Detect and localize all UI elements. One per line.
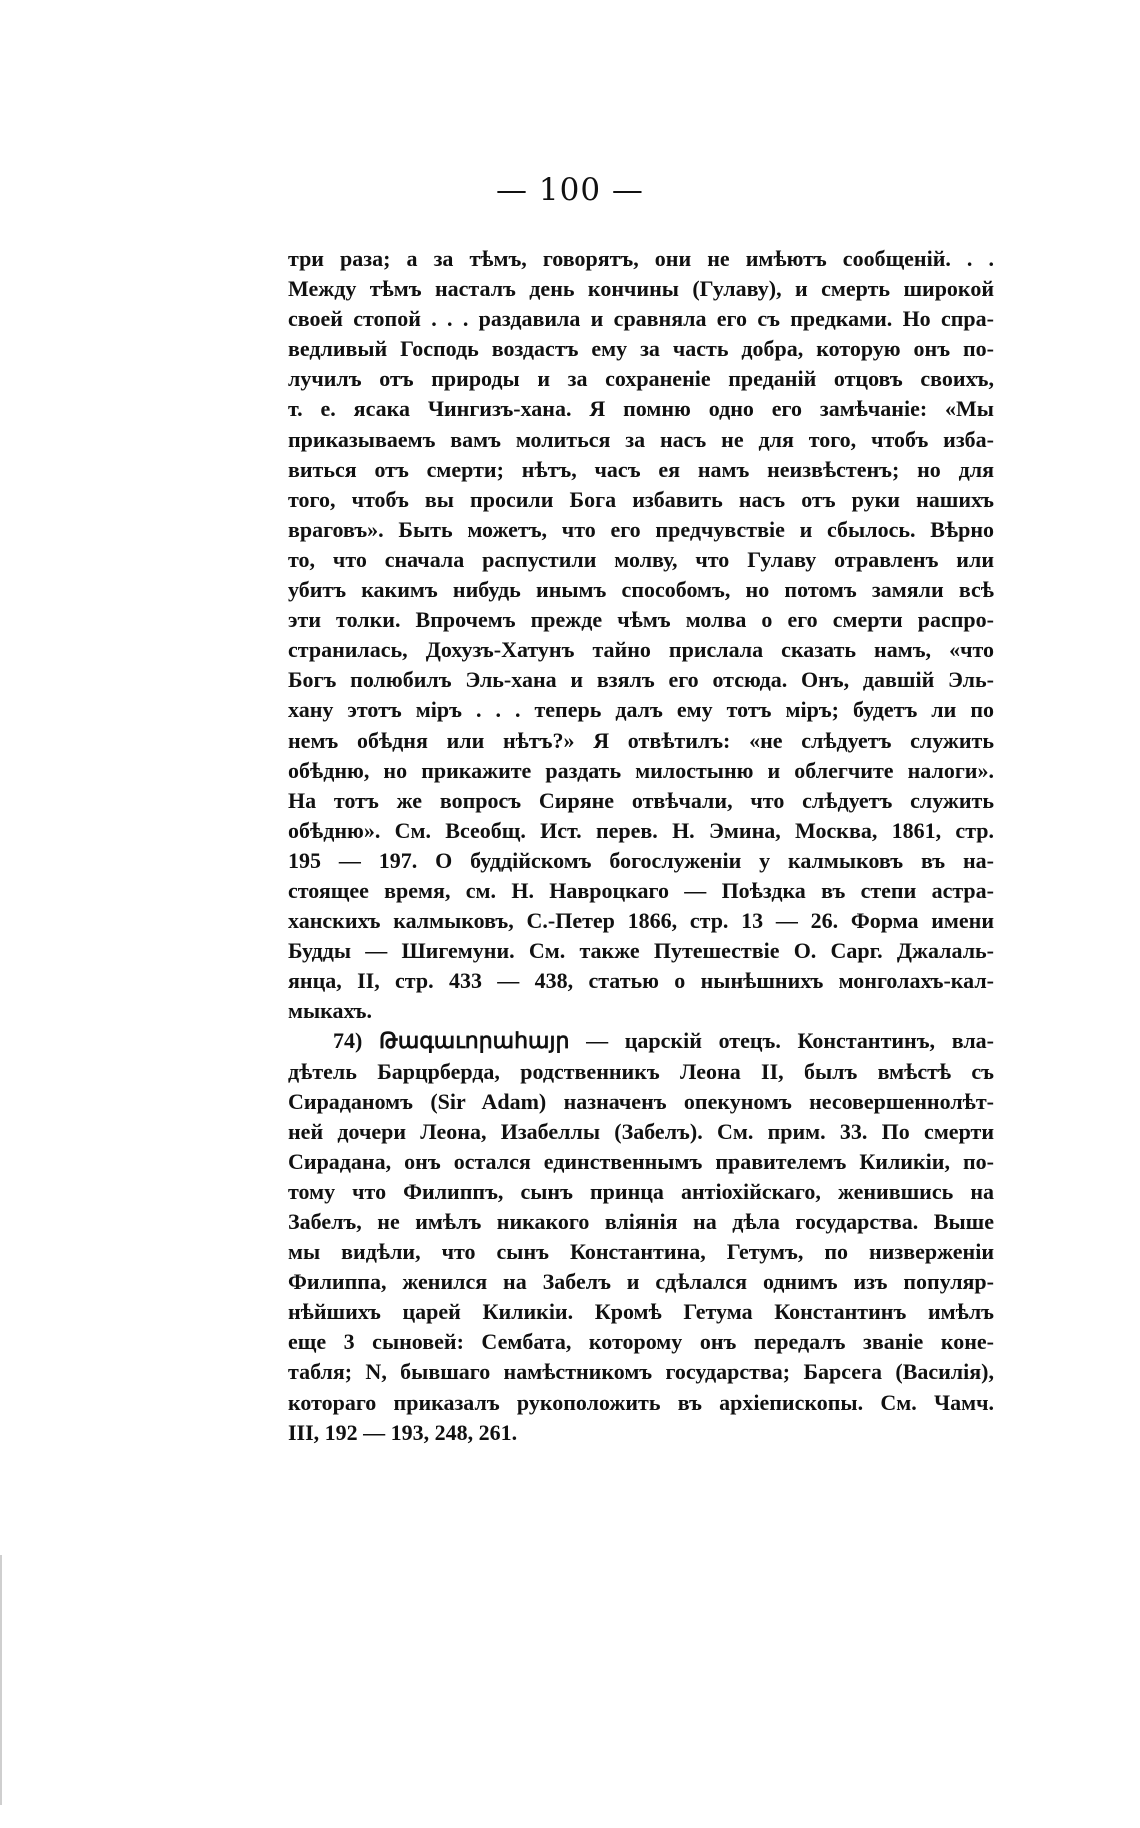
text-line: нѣйшихъ царей Киликіи. Кромѣ Гетума Константинъ имѣлъ	[288, 1299, 994, 1325]
text-line: убитъ какимъ нибудь инымъ способомъ, но потомъ замяли всѣ	[288, 577, 994, 603]
text-line: то, что сначала распустили молву, что Гулаву отравленъ или	[288, 546, 994, 572]
text-line: обѣдню, но прикажите раздать милостыню и облегчите налоги».	[288, 757, 994, 783]
text-line: котораго приказалъ рукоположить въ архіепископы. См. Чамч.	[288, 1389, 994, 1415]
text-line: Будды — Шигемуни. См. также Путешествіе О. Сарг. Джалаль-	[288, 938, 994, 964]
body-text	[288, 244, 994, 1448]
text-line: три раза; а за тѣмъ, говорятъ, они не имѣютъ сообщеній. . .	[288, 246, 994, 271]
text-line: 195 — 197. О буддійскомъ богослуженіи у калмыковъ въ на-	[288, 847, 994, 873]
text-line: приказываемъ вамъ молиться за насъ не для того, чтобъ изба-	[288, 426, 994, 452]
text-line: Между тѣмъ насталъ день кончины (Гулаву), и смерть широкой	[288, 276, 994, 302]
text-line: враговъ». Быть можетъ, что его предчувствіе и сбылось. Вѣрно	[288, 516, 994, 542]
text-line: Богъ полюбилъ Эль-хана и взялъ его отсюда. Онъ, давшій Эль-	[288, 667, 994, 693]
text-line: ханскихъ калмыковъ, С.-Петер 1866, стр. 13 — 26. Форма имени	[288, 908, 994, 934]
text-line: того, чтобъ вы просили Бога избавить насъ отъ руки нашихъ	[288, 486, 994, 512]
text-line: еще 3 сыновей: Сембата, которому онъ передалъ званіе коне-	[288, 1329, 994, 1355]
text-line: немъ обѣдня или нѣтъ?» Я отвѣтилъ: «не слѣдуетъ служить	[288, 727, 994, 753]
text-line: ведливый Господь воздастъ ему за часть добра, которую онъ по-	[288, 336, 994, 362]
text-line: мы видѣли, что сынъ Константина, Гетумъ, по низверженіи	[288, 1239, 994, 1265]
text-line: янца, II, стр. 433 — 438, статью о нынѣшнихъ монголахъ-кал-	[288, 968, 994, 994]
text-line: тому что Филиппъ, сынъ принца антіохійскаго, женившись на	[288, 1178, 994, 1204]
text-line: своей стопой . . . раздавила и сравняла его съ предками. Но спра-	[288, 306, 994, 332]
text-line: На тотъ же вопросъ Сиряне отвѣчали, что слѣдуетъ служить	[288, 787, 994, 813]
note-74-first-line: 74) Թագաւորահայր — царскій отецъ. Константинъ, вла-	[333, 1028, 994, 1054]
text-line: Забелъ, не имѣлъ никакого вліянія на дѣла государства. Выше	[288, 1209, 994, 1234]
text-line: III, 192 — 193, 248, 261.	[288, 1419, 518, 1445]
text-line: стоящее время, см. Н. Навроцкаго — Поѣздка въ степи астра-	[288, 877, 994, 903]
text-line: странилась, Дохузъ-Хатунъ тайно прислала сказать намъ, «что	[288, 637, 994, 663]
text-line: эти толки. Впрочемъ прежде чѣмъ молва о его смерти распро-	[288, 607, 994, 633]
text-line: мыкахъ.	[288, 998, 372, 1024]
text-line: ней дочери Леона, Изабеллы (Забелъ). См. прим. 33. По смерти	[288, 1118, 994, 1144]
text-line: лучилъ отъ природы и за сохраненіе преданій отцовъ своихъ,	[288, 366, 994, 392]
text-line: дѣтель Барцрберда, родственникъ Леона II, былъ вмѣстѣ съ	[288, 1058, 994, 1084]
text-line: Филиппа, женился на Забелъ и сдѣлался однимъ изъ популяр-	[288, 1269, 994, 1295]
text-line: хану этотъ міръ . . . теперь далъ ему тотъ міръ; будетъ ли по	[288, 697, 994, 723]
text-line: т. е. ясака Чингизъ-хана. Я помню одно его замѣчаніе: «Мы	[288, 396, 994, 422]
text-line: Сирадана, онъ остался единственнымъ правителемъ Киликіи, по-	[288, 1148, 994, 1174]
page-number: — 100 —	[496, 172, 644, 208]
scan-edge-line	[0, 1555, 2, 1805]
text-line: Сираданомъ (Sir Adam) назначенъ опекуномъ несовершеннолѣт-	[288, 1088, 994, 1114]
text-line: виться отъ смерти; нѣтъ, часъ ея намъ неизвѣстенъ; но для	[288, 456, 994, 482]
scan-corner-mark	[0, 0, 28, 12]
text-line: обѣдню». См. Всеобщ. Ист. перев. Н. Эмина, Москва, 1861, стр.	[288, 817, 994, 843]
text-line: табля; N, бывшаго намѣстникомъ государства; Барсега (Василія),	[288, 1359, 994, 1385]
